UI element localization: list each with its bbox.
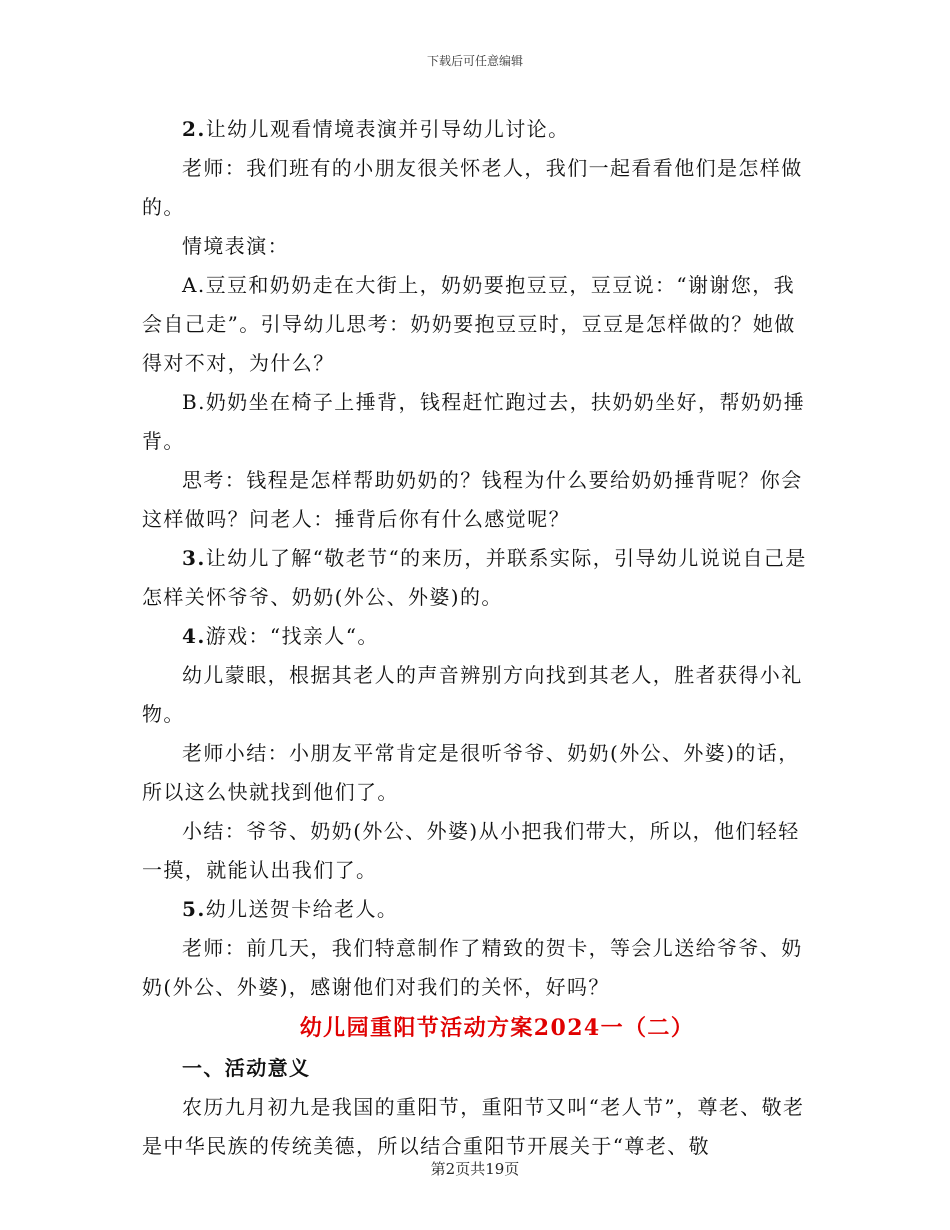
- section-heading: 一、活动意义: [182, 1056, 311, 1080]
- paragraph: 小结：爷爷、奶奶(外公、外婆)从小把我们带大，所以，他们轻轻一摸，就能认出我们了。: [142, 819, 800, 882]
- paragraph-step-3: [142, 539, 808, 617]
- step-text: 让幼儿观看情境表演并引导幼儿讨论。: [205, 117, 570, 141]
- step-text: 让幼儿了解“敬老节“的来历，并联系实际，引导幼儿说说自己是怎样关怀爷爷、奶奶(外公、外婆)的。: [142, 546, 807, 609]
- paragraph-step-4: [142, 617, 808, 656]
- step-number: 3.: [182, 546, 206, 570]
- step-number: 4.: [182, 624, 206, 648]
- step-text: 游戏：“找亲人“。: [205, 624, 379, 648]
- paragraph: 情境表演：: [182, 234, 289, 258]
- paragraph: 老师：前几天，我们特意制作了精致的贺卡，等会儿送给爷爷、奶奶(外公、外婆)，感谢他们对我们的关怀，好吗？: [142, 936, 803, 999]
- step-text: 幼儿送贺卡给老人。: [205, 897, 399, 921]
- paragraph: A.豆豆和奶奶走在大街上，奶奶要抱豆豆，豆豆说：“谢谢您，我会自己走”。引导幼儿思考：奶奶要抱豆豆时，豆豆是怎样做的？她做得对不对，为什么？: [142, 273, 796, 375]
- paragraph: 老师：我们班有的小朋友很关怀老人，我们一起看看他们是怎样做的。: [142, 156, 803, 219]
- step-number: 2.: [182, 117, 206, 141]
- step-number: 5.: [182, 897, 206, 921]
- paragraph: 农历九月初九是我国的重阳节，重阳节又叫“老人节”，尊老、敬老是中华民族的传统美德，所以结合重阳节开展关于“尊老、敬: [142, 1095, 805, 1158]
- paragraph: 思考：钱程是怎样帮助奶奶的？钱程为什么要给奶奶捶背呢？你会这样做吗？问老人：捶背后你有什么感觉呢？: [142, 468, 803, 531]
- paragraph: B.奶奶坐在椅子上捶背，钱程赶忙跑过去，扶奶奶坐好，帮奶奶捶背。: [142, 390, 806, 453]
- paragraph: 幼儿蒙眼，根据其老人的声音辨别方向找到其老人，胜者获得小礼物。: [142, 663, 803, 726]
- document-body: [142, 110, 808, 1166]
- paragraph-step-5: [142, 890, 808, 929]
- paragraph: 老师小结：小朋友平常肯定是很听爷爷、奶奶(外公、外婆)的话，所以这么快就找到他们了。: [142, 741, 800, 804]
- page-header: 下载后可任意编辑: [426, 54, 523, 68]
- section-title: 幼儿园重阳节活动方案2024一（二）: [299, 1015, 695, 1041]
- paragraph-step-2: [142, 110, 808, 149]
- page-footer: 第2页共19页: [430, 1160, 520, 1178]
